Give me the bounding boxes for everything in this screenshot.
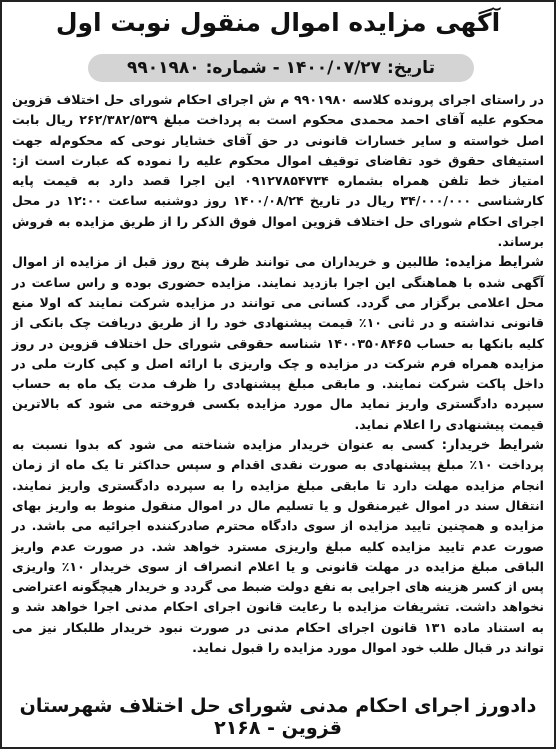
paragraph-auction-terms <box>12 252 544 435</box>
auction-terms-text: طالبین و خریداران می توانند ظرف پنج روز قبل از مزایده از اموال آگهی شده با هماهنگی این اجرا بازدید نمایند. مزایده حضوری بوده و راس ساعت در محل اعلامی برگزار می گردد. کسانی می توانند در مزایده شرکت نمایند که اولا منع قانونی نداشته و در ثانی ۱۰٪ قیمت پیشنهادی خود را از طریق دریافت چک بانکی از کلیه بانکها به حساب ۱۴۰۰۳۵۰۸۴۶۵ شناسه حقوقی شورای حل اختلاف قزوین در روز مزایده همراه فرم شرکت در مزایده و چک واریزی با ارائه اصل و کپی کارت ملی در داخل پاکت شرکت نمایند. و مابقی مبلغ پیشنهادی را ظرف مدت یک ماه به حساب سپرده دادگستری واریز نماید مال مورد مزایده بکسی فروخته می شود که بالاترین قیمت پیشنهادی را اعلام نماید. <box>12 254 545 432</box>
buyer-terms-text: کسی به عنوان خریدار مزایده شناخته می شود که بدوا نسبت به پرداخت ۱۰٪ مبلغ پیشنهادی به صورت نقدی اقدام و سپس حداکثر تا یک ماه از زمان انجام مزایده مهلت دارد تا مابقی مبلغ مزایده را به سپرده دادگستری واریز نمایند. انتقال سند در اموال غیرمنقول و یا تسلیم مال در اموال منقول منوط به واریز بهای مزایده و همچنین تایید مزایده از سوی دادگاه محترم صادرکننده اجرائیه می باشد. در صورت عدم تایید مزایده کلیه مبلغ واریزی مسترد خواهد شد. در صورت عدم واریز الباقی مبلغ مزایده در مهلت قانونی و یا اعلام انصراف از سوی خریدار ۱۰٪ واریزی پس از کسر هزینه های اجرایی به نفع دولت ضبط می گردد و خریدار هیچگونه اعتراضی نخواهد داشت. تشریفات مزایده با رعایت قانون اجرای احکام مدنی اجرا خواهد شد و به استناد ماده ۱۳۱ قانون اجرای احکام مدنی در صورت نبود خریدار طلبکار نیز می تواند در قبال طلب خود اموال مورد مزایده را قبول نماید. <box>12 437 545 656</box>
paragraph-buyer-terms <box>12 435 544 658</box>
notice-body <box>12 90 544 658</box>
auction-terms-label: شرایط مزایده: <box>444 254 544 271</box>
paragraph-case-details: در راستای اجرای پرونده کلاسه ۹۹۰۱۹۸۰ م ش اجرای احکام شورای حل اختلاف قزوین محکوم علیه آقای احمد محمدی محکوم است به پرداخت مبلغ ۲۶۲/۳۸۲/۵۳۹ ریال بابت اصل خواسته و سایر خسارات قانونی در حق آقای خشایار نوحی که محکوم‌له جهت استیفای حقوق خود تقاضای توقیف اموال محکوم علیه را نموده که عبارت است از: امتیاز خط تلفن همراه بشماره ۰۹۱۲۷۸۵۴۷۳۴ این اجرا قصد دارد به قیمت پایه کارشناسی ۳۴/۰۰۰/۰۰۰ ریال در تاریخ ۱۴۰۰/۰۸/۲۴ روز دوشنبه ساعت ۱۲:۰۰ در محل اجرای احکام شورای حل اختلاف قزوین اموال فوق الذکر را از طریق مزایده به فروش برساند. <box>12 92 544 250</box>
buyer-terms-label: شرایط خریدار: <box>441 437 545 454</box>
notice-title: آگهی مزایده اموال منقول نوبت اول <box>55 8 501 37</box>
date-number-banner: تاریخ: ۱۴۰۰/۰۷/۲۷ - شماره: ۹۹۰۱۹۸۰ <box>88 54 474 82</box>
notice-signature: دادورز اجرای احکام مدنی شورای حل اختلاف شهرستان قزوین - ۲۱۶۸ <box>19 695 537 739</box>
